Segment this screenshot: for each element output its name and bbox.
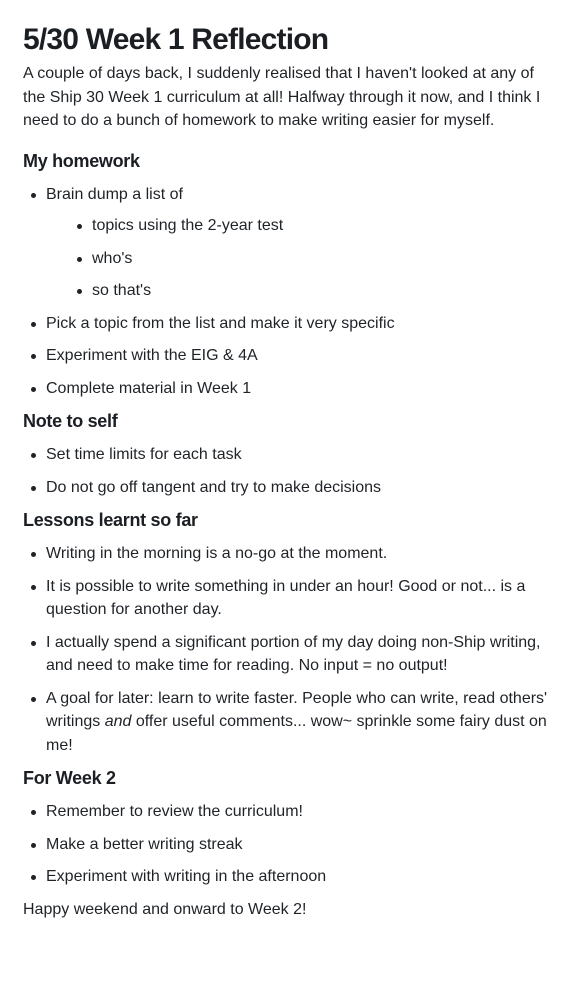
sub-list-item: topics using the 2-year test xyxy=(69,214,553,238)
section-heading-week2: For Week 2 xyxy=(23,768,116,788)
list-item: Complete material in Week 1 xyxy=(23,377,553,401)
week2-list xyxy=(23,800,553,889)
list-item-text: offer useful comments... wow~ sprinkle some fairy dust on me! xyxy=(46,713,547,754)
section-heading-note: Note to self xyxy=(23,411,118,431)
list-item: I actually spend a significant portion of my day doing non-Ship writing, and need to make time for reading. No input = no output! xyxy=(23,631,553,678)
section-heading-lessons: Lessons learnt so far xyxy=(23,510,198,530)
list-item xyxy=(23,183,553,303)
emphasis-text: and xyxy=(104,713,132,730)
list-item: Do not go off tangent and try to make decisions xyxy=(23,476,553,500)
section-heading-homework: My homework xyxy=(23,150,140,171)
list-item: Make a better writing streak xyxy=(23,833,553,857)
note-list xyxy=(23,443,553,499)
intro-paragraph: A couple of days back, I suddenly realised that I haven't looked at any of the Ship 30 Week 1 curriculum at all! Halfway through it now, and I think I need to do a bunch of homework to make writing easier for myself. xyxy=(23,65,541,129)
list-item-text: A goal for later: learn to write faster. People who can write, read others' writings xyxy=(46,689,548,730)
list-item-text: Brain dump a list of xyxy=(46,185,183,203)
lessons-list xyxy=(23,542,553,757)
list-item: Writing in the morning is a no-go at the moment. xyxy=(23,542,553,566)
list-item: Remember to review the curriculum! xyxy=(23,800,553,824)
homework-list xyxy=(23,183,553,401)
page-title: 5/30 Week 1 Reflection xyxy=(23,23,329,56)
list-item: Pick a topic from the list and make it very specific xyxy=(23,312,553,336)
closing-paragraph: Happy weekend and onward to Week 2! xyxy=(23,900,307,918)
list-item: Experiment with the EIG & 4A xyxy=(23,344,553,368)
list-item: It is possible to write something in under an hour! Good or not... is a question for another day. xyxy=(23,575,553,622)
list-item xyxy=(23,687,553,758)
homework-sublist xyxy=(69,214,553,303)
sub-list-item: who's xyxy=(69,247,553,271)
list-item: Set time limits for each task xyxy=(23,443,553,467)
list-item: Experiment with writing in the afternoon xyxy=(23,865,553,889)
sub-list-item: so that's xyxy=(69,279,553,303)
